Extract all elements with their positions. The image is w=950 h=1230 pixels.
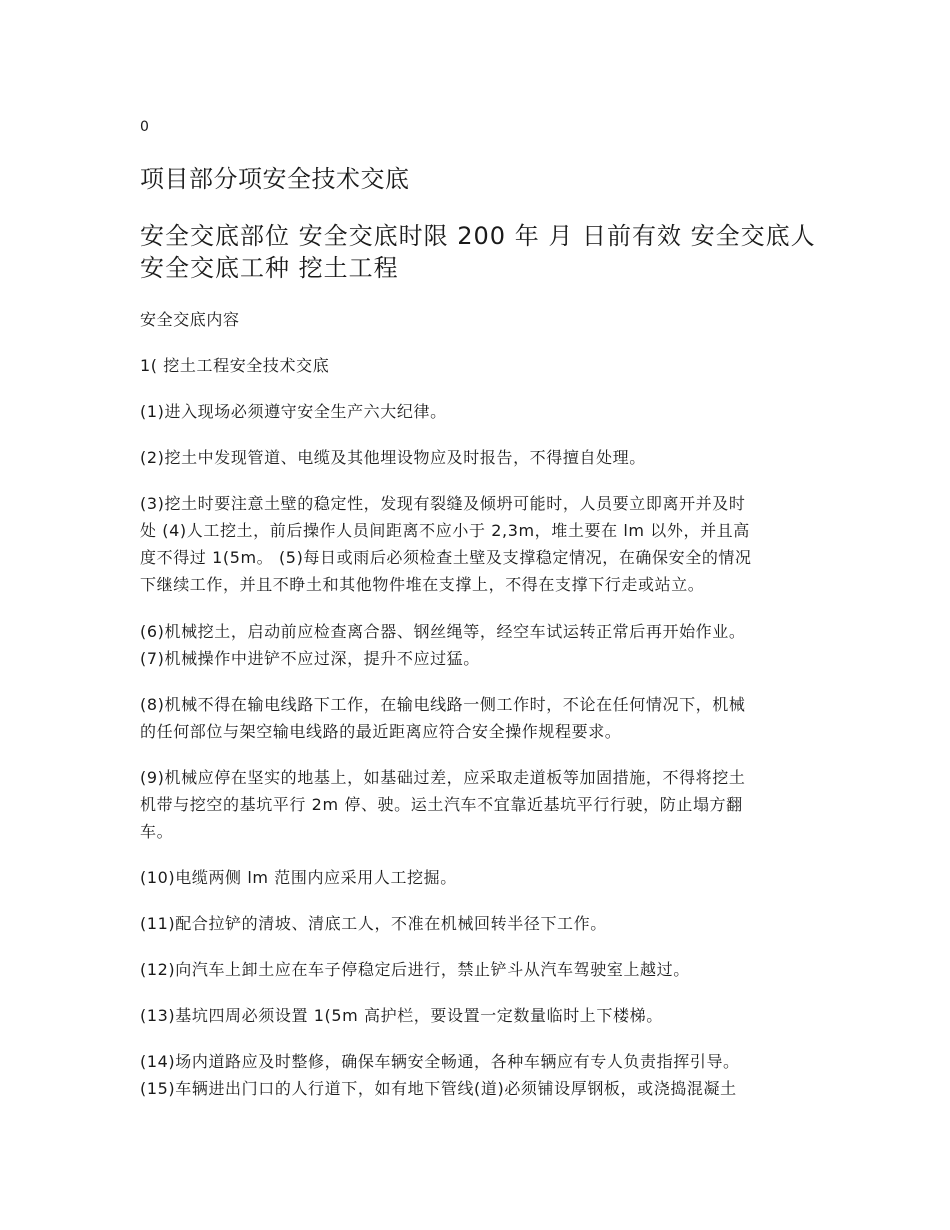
paragraph-line: (12)向汽车上卸土应在车子停稳定后进行，禁止铲斗从汽车驾驶室上越过。 [140, 960, 690, 979]
paragraph-line: (11)配合拉铲的清坡、清底工人，不准在机械回转半径下工作。 [140, 914, 607, 933]
paragraph-line: 度不得过 1(5m。 (5)每日或雨后必须检查土壁及支撑稳定情况，在确保安全的情况 [140, 548, 752, 567]
paragraph-line: 处 (4)人工挖土，前后操作人员间距离不应小于 2,3m，堆土要在 lm 以外，并且高 [140, 521, 750, 540]
page-title: 项目部分项安全技术交底 [140, 165, 410, 193]
paragraph-line: 车。 [140, 822, 174, 841]
paragraph-11 [140, 1048, 815, 1102]
paragraph-line: 下继续工作，并且不睁土和其他物件堆在支撑上，不得在支撑下行走或站立。 [140, 575, 705, 594]
paragraph-line: (9)机械应停在坚实的地基上，如基础过差，应采取走道板等加固措施，不得将挖土 [140, 768, 746, 787]
paragraph-line: 的任何部位与架空输电线路的最近距离应符合安全操作规程要求。 [140, 722, 622, 741]
paragraph-6 [140, 764, 815, 845]
paragraph-line: 机带与挖空的基坑平行 2m 停、驶。运土汽车不宜靠近基坑平行行驶，防止塌方翻 [140, 795, 743, 814]
paragraph-line: (14)场内道路应及时整修，确保车辆安全畅通，各种车辆应有专人负责指挥引导。 [140, 1052, 740, 1071]
paragraph-7 [140, 864, 815, 891]
section-label [140, 306, 815, 333]
paragraph-line: (7)机械操作中进铲不应过深，提升不应过猛。 [140, 649, 480, 668]
paragraph-line: (8)机械不得在输电线路下工作，在输电线路一侧工作时，不论在任何情况下，机械 [140, 695, 746, 714]
paragraph-3 [140, 490, 815, 598]
paragraph-1 [140, 398, 815, 425]
section-heading-text: 1( 挖土工程安全技术交底 [140, 356, 330, 375]
paragraph-2 [140, 444, 815, 471]
paragraph-line: (2)挖土中发现管道、电缆及其他埋设物应及时报告，不得擅自处理。 [140, 448, 646, 467]
paragraph-5 [140, 691, 815, 745]
paragraph-line: (1)进入现场必须遵守安全生产六大纪律。 [140, 402, 447, 421]
paragraph-10 [140, 1002, 815, 1029]
section-label-text: 安全交底内容 [140, 310, 240, 329]
subtitle-line: 安全交底工种 挖土工程 [140, 254, 399, 282]
paragraph-4 [140, 618, 815, 672]
paragraph-line: (15)车辆进出门口的人行道下，如有地下管线(道)必须铺设厚钢板，或浇捣混凝土 [140, 1079, 737, 1098]
paragraph-line: (10)电缆两侧 lm 范围内应采用人工挖掘。 [140, 868, 457, 887]
paragraph-9 [140, 956, 815, 983]
page-number: 0 [140, 119, 149, 135]
section-heading [140, 352, 815, 379]
paragraph-line: (3)挖土时要注意土壁的稳定性，发现有裂缝及倾坍可能时，人员要立即离开并及时 [140, 494, 746, 513]
paragraph-8 [140, 910, 815, 937]
subtitle-line: 安全交底部位 安全交底时限 200 年 月 日前有效 安全交底人 [140, 222, 816, 250]
paragraph-line: (13)基坑四周必须设置 1(5m 高护栏，要设置一定数量临时上下楼梯。 [140, 1006, 663, 1025]
subtitle [140, 220, 815, 284]
paragraph-line: (6)机械挖土，启动前应检查离合器、钢丝绳等，经空车试运转正常后再开始作业。 [140, 622, 746, 641]
